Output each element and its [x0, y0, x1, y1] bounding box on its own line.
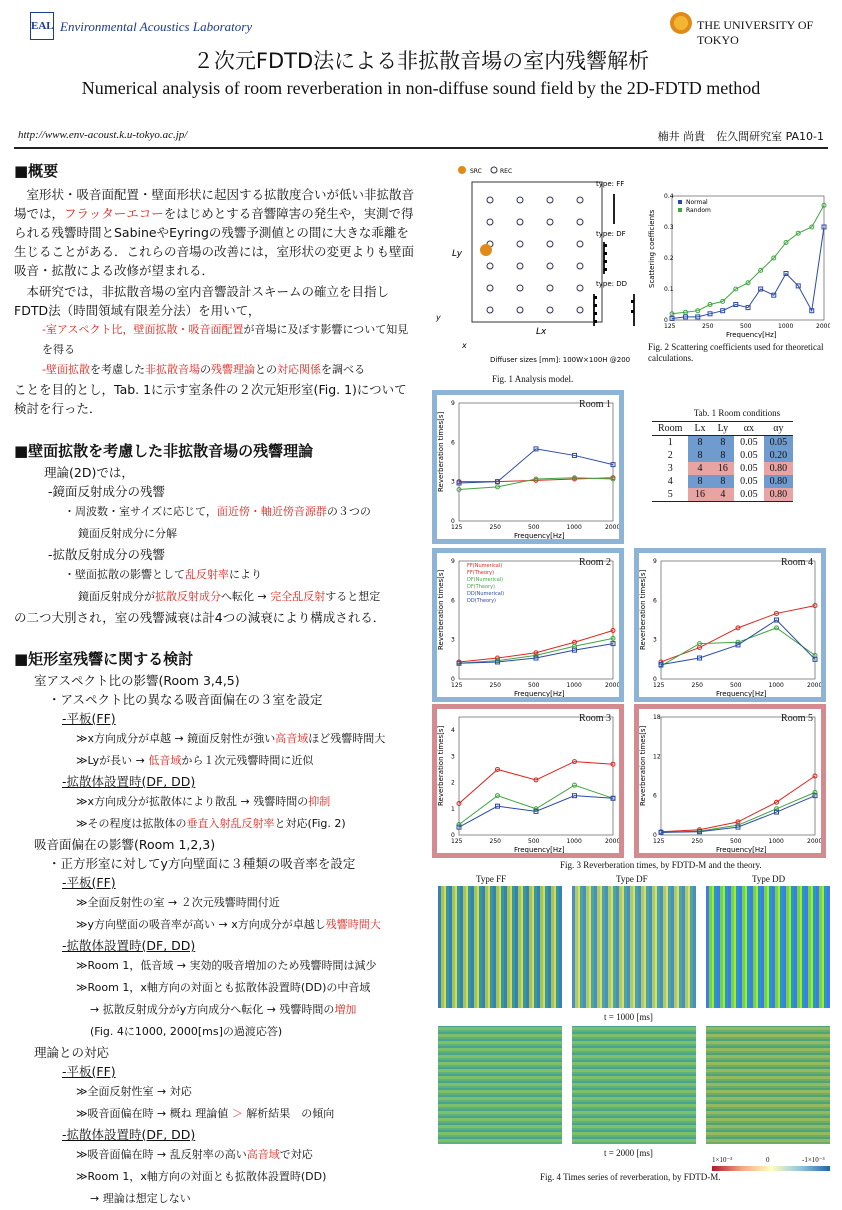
section-heading: ■壁面拡散を考慮した非拡散音場の残響理論: [14, 442, 314, 460]
fig4-time-series: [436, 874, 830, 1186]
colorbar-zero: 0: [766, 1156, 770, 1164]
type-df-wall: [604, 242, 607, 274]
x-tick-label: 2000: [605, 524, 619, 531]
room1-label: Room 1: [579, 399, 611, 410]
room4-chart: [639, 553, 821, 697]
x-tick-label: 250: [489, 682, 501, 689]
x-tick-label: 2000: [807, 838, 821, 845]
section-rectangular-room: [14, 648, 424, 1210]
y-axis-label: Scattering coefficients: [648, 209, 656, 288]
line: (Fig. 4に1000, 2000[ms]の過渡応答): [90, 1025, 283, 1038]
room1-chart: [437, 395, 619, 539]
line: ≫全面反射性の室 → ２次元残響時間付近: [76, 896, 280, 909]
x-tick-label: 2000: [807, 682, 821, 689]
fig3-caption: Fig. 3 Reverberation times, by FDTD-M and the theory.: [560, 860, 762, 870]
x-axis-label: Frequency[Hz]: [716, 690, 767, 697]
y-tick-label: 3: [451, 636, 455, 644]
plot-frame: [459, 403, 613, 521]
x-tick-label: 2000: [605, 838, 619, 845]
y-tick-label: 6: [653, 597, 657, 605]
line: 理論との対応: [34, 1045, 110, 1060]
x-tick-label: 1000: [768, 682, 784, 689]
author: 楠井 尚貴 佐久間研究室 PA10-1: [657, 130, 824, 143]
y-tick-label: 18: [653, 714, 661, 721]
room5-panel: [634, 704, 826, 858]
line: -拡散体設置時(DF, DD): [62, 1127, 196, 1142]
x-tick-label: 500: [730, 838, 742, 845]
x-tick-label: 2000: [605, 682, 619, 689]
line: → 拡散反射成分がy方向成分へ転化 → 残響時間の増加: [90, 1003, 357, 1016]
series-line: [672, 205, 824, 313]
y-tick-label: 6: [451, 439, 455, 447]
legend-label: Normal: [686, 199, 708, 206]
university-name: THE UNIVERSITY OF TOKYO: [697, 18, 814, 47]
line: ・正方形室に対してy方向壁面に３種類の吸音率を設定: [48, 856, 356, 871]
y-tick-label: 9: [653, 558, 657, 565]
y-tick-label: 0: [451, 676, 455, 683]
legend-label: DD(Numerical): [467, 591, 505, 597]
y-tick-label: 9: [451, 400, 455, 407]
line: ≫全面反射性室 → 対応: [76, 1085, 192, 1098]
x-tick-label: 1000: [566, 682, 582, 689]
y-tick-label: 0.2: [664, 255, 674, 262]
field-df-1000: [572, 886, 696, 1008]
title-japanese: ２次元FDTD法による非拡散音場の室内残響解析: [192, 49, 650, 73]
table-row: 3 4 16 0.05 0.80: [652, 462, 793, 475]
room1-panel: [432, 390, 624, 544]
x-tick-label: 250: [489, 524, 501, 531]
y-tick-label: 1: [451, 805, 455, 813]
room3-label: Room 3: [579, 713, 611, 724]
series-line: [459, 796, 613, 827]
x-axis-label: x: [462, 341, 467, 350]
type-df-title: Type DF: [616, 874, 648, 884]
y-tick-label: 3: [451, 753, 455, 761]
x-tick-label: 500: [740, 323, 752, 330]
line: 室アスペクト比の影響(Room 3,4,5): [34, 673, 240, 688]
table1-caption: Tab. 1 Room conditions: [693, 408, 781, 418]
t2000-label: t = 2000 [ms]: [604, 1148, 653, 1158]
x-tick-label: 125: [451, 524, 463, 531]
x-tick-label: 500: [528, 838, 540, 845]
series-line: [661, 792, 815, 832]
x-tick-label: 125: [451, 682, 463, 689]
line: -平板(FF): [62, 875, 116, 890]
line: 鏡面反射成分が拡散反射成分へ転化 → 完全乱反射すると想定: [78, 590, 381, 603]
room5-chart: [639, 709, 821, 853]
y-axis-label: Reverberation times[s]: [437, 411, 445, 492]
x-axis-label: Frequency[Hz]: [726, 331, 777, 338]
line: ≫Room 1，x軸方向の対面とも拡散体設置時(DD): [76, 1170, 327, 1183]
legend-swatch: [678, 200, 682, 204]
legend-label: FF(Numerical): [467, 563, 503, 569]
table-row: 4 8 8 0.05 0.80: [652, 475, 793, 488]
y-tick-label: 0: [451, 832, 455, 839]
rec-legend-icon: [491, 167, 497, 173]
plot-frame: [672, 196, 824, 320]
x-tick-label: 125: [653, 838, 665, 845]
paragraph: ことを目的とし，Tab. 1に示す室条件の２次元矩形室(Fig. 1)について検討を行った．: [14, 382, 407, 416]
y-tick-label: 9: [451, 558, 455, 565]
ly-label: Ly: [452, 249, 463, 259]
type-ff-label: type: FF: [596, 180, 625, 188]
x-tick-label: 2000: [816, 323, 830, 330]
field-ff-2000: [438, 1026, 562, 1144]
x-tick-label: 1000: [566, 838, 582, 845]
x-tick-label: 250: [691, 838, 703, 845]
line: ≫その程度は拡散体の垂直入射乱反射率と対応(Fig. 2): [76, 817, 346, 830]
paragraph: 室形状・吸音面配置・壁面形状に起因する拡散度合いが低い非拡散音場では，フラッターエコーをはじめとする音響障害の発生や，実測で得られる残響時間とSabineやEyringの残響予測値との間に大きな乖離を生じることがある．これらの音場の改善には，室形状の変更よりも壁面吸音・拡散による改修が望まれる．: [14, 187, 415, 278]
y-tick-label: 4: [451, 727, 455, 735]
x-tick-label: 500: [528, 682, 540, 689]
room2-chart: [437, 553, 619, 697]
series-line: [459, 785, 613, 824]
y-tick-label: 0: [653, 676, 657, 683]
line: → 理論は想定しない: [90, 1192, 191, 1205]
type-df-label: type: DF: [596, 230, 626, 238]
x-axis-label: Frequency[Hz]: [716, 846, 767, 853]
field-df-2000: [572, 1026, 696, 1144]
type-dd-title: Type DD: [752, 874, 786, 884]
y-tick-label: 3: [653, 636, 657, 644]
line: -平板(FF): [62, 1064, 116, 1079]
header-divider: [14, 147, 828, 149]
x-tick-label: 125: [451, 838, 463, 845]
x-tick-label: 500: [730, 682, 742, 689]
y-tick-label: 12: [653, 753, 661, 761]
line: -拡散体設置時(DF, DD): [62, 774, 196, 789]
line: ≫Lyが長い → 低音域から１次元残響時間に近似: [76, 754, 314, 767]
field-dd-2000: [706, 1026, 830, 1144]
x-tick-label: 250: [702, 323, 714, 330]
rec-legend-label: REC: [500, 168, 513, 175]
room5-label: Room 5: [781, 713, 813, 724]
fig2-caption: Fig. 2 Scattering coefficients used for theoretical calculations.: [648, 342, 824, 363]
colorbar-min: -1×10⁻³: [802, 1156, 825, 1164]
type-ff-title: Type FF: [476, 874, 507, 884]
room3-chart: [437, 709, 619, 853]
line: ・アスペクト比の異なる吸音面偏在の３室を設定: [48, 692, 323, 707]
line: -平板(FF): [62, 711, 116, 726]
table-row: 5 16 4 0.05 0.80: [652, 488, 793, 502]
lab-logo: EAL: [30, 12, 54, 40]
y-tick-label: 0.4: [664, 193, 674, 200]
y-axis-label: Reverberation times[s]: [437, 725, 445, 806]
y-tick-label: 6: [653, 792, 657, 800]
university-seal-icon: [670, 12, 692, 34]
room3-panel: [432, 704, 624, 858]
line: 吸音面偏在の影響(Room 1,2,3): [34, 837, 216, 852]
line: 鏡面反射成分に分解: [78, 527, 177, 540]
room4-label: Room 4: [781, 557, 813, 568]
section-heading: ■概要: [14, 162, 59, 180]
line: ≫Room 1，x軸方向の対面とも拡散体設置時(DD)の中音域: [76, 981, 371, 994]
src-legend-label: SRC: [470, 168, 482, 175]
x-axis-label: Frequency[Hz]: [514, 846, 565, 853]
series-line: [661, 796, 815, 833]
x-tick-label: 500: [528, 524, 540, 531]
section-theory: [14, 440, 414, 627]
y-tick-label: 0: [451, 518, 455, 525]
plot-frame: [661, 561, 815, 679]
y-axis-label: y: [436, 313, 441, 322]
line: -拡散体設置時(DF, DD): [62, 938, 196, 953]
series-line: [459, 478, 613, 490]
y-tick-label: 0: [653, 832, 657, 839]
y-tick-label: 6: [451, 597, 455, 605]
room-conditions-table: Room Lx Ly αx αy 1 8 8 0.05 0.05 2 8 8 0.05 0.20 3 4 16 0.05 0.80 4 8 8 0.05 0.80 5 16 4 0.05 0.80: [652, 421, 793, 502]
x-tick-label: 250: [691, 682, 703, 689]
legend-swatch: [678, 208, 682, 212]
line: ≫Room 1，低音域 → 実効的吸音増加のため残響時間は減少: [76, 959, 377, 972]
y-tick-label: 3: [451, 478, 455, 486]
legend-label: Random: [686, 207, 711, 214]
scattering-chart: [648, 188, 830, 338]
title-english: Numerical analysis of room reverberation in non-diffuse sound field by the 2D-FDTD method: [81, 78, 761, 98]
y-tick-label: 0.1: [664, 286, 674, 293]
room2-panel: [432, 548, 624, 702]
line: ≫x方向成分が拡散体により散乱 → 残響時間の抑制: [76, 795, 331, 808]
room2-label: Room 2: [579, 557, 611, 568]
y-axis-label: Reverberation times[s]: [437, 569, 445, 650]
field-dd-1000: [706, 886, 830, 1008]
line: -鏡面反射成分の残響: [48, 484, 166, 499]
x-tick-label: 250: [489, 838, 501, 845]
series-line: [672, 227, 824, 318]
line: ≫x方向成分が卓越 → 鏡面反射性が強い高音域ほど残響時間大: [76, 732, 386, 745]
section-overview: [14, 160, 414, 418]
bullet: -壁面拡散を考慮した非拡散音場の残響理論との対応関係を調べる: [42, 363, 365, 376]
x-tick-label: 125: [664, 323, 676, 330]
legend-label: FF(Theory): [467, 570, 495, 576]
line: -拡散反射成分の残響: [48, 547, 166, 562]
table-row: 1 8 8 0.05 0.05: [652, 436, 793, 450]
fig2-scattering: [648, 188, 830, 363]
diffuser-size-note: Diffuser sizes [mm]: 100W×100H @200: [490, 356, 631, 364]
legend-label: DD(Theory): [467, 598, 496, 604]
plot-frame: [661, 717, 815, 835]
y-tick-label: 0: [664, 317, 668, 324]
colorbar-max: 1×10⁻³: [712, 1156, 733, 1164]
y-axis-label: Reverberation times[s]: [639, 569, 647, 650]
legend-label: DF(Numerical): [467, 577, 504, 583]
line: の二つ大別され，室の残響減衰は計4つの減衰により構成される．: [14, 610, 386, 625]
paragraph: 本研究では，非拡散音場の室内音響設計スキームの確立を目指しFDTD法（時間領域有限差分法）を用いて，: [14, 284, 390, 318]
fig4-caption: Fig. 4 Times series of reverberation, by FDTD-M.: [540, 1172, 721, 1182]
bullet: -室アスペクト比，壁面拡散・吸音面配置が音場に及ぼす影響について知見を得る: [42, 323, 409, 356]
line: ≫吸音面偏在時 → 概ね 理論値 ＞ 解析結果 の傾向: [76, 1107, 335, 1120]
x-tick-label: 1000: [566, 524, 582, 531]
section-heading: ■矩形室残響に関する検討: [14, 650, 194, 668]
x-axis-label: Frequency[Hz]: [514, 532, 565, 539]
type-dd-label: type: DD: [596, 280, 628, 288]
source-icon: [480, 244, 492, 256]
x-tick-label: 125: [653, 682, 665, 689]
x-tick-label: 1000: [778, 323, 794, 330]
fig1-analysis-model: [432, 160, 642, 384]
field-ff-1000: [438, 886, 562, 1008]
y-tick-label: 0.3: [664, 224, 674, 231]
fig1-caption: Fig. 1 Analysis model.: [492, 374, 574, 384]
line: ≫y方向壁面の吸音率が高い → x方向成分が卓越し残響時間大: [76, 918, 381, 931]
series-line: [459, 762, 613, 804]
line: ・周波数・室サイズに応じて，面近傍・軸近傍音源群の３つの: [64, 505, 371, 518]
line: ・壁面拡散の影響として乱反射率により: [64, 568, 262, 581]
y-axis-label: Reverberation times[s]: [639, 725, 647, 806]
line: ≫吸音面偏在時 → 乱反射率の高い高音域で対応: [76, 1148, 313, 1161]
room4-panel: [634, 548, 826, 702]
src-legend-icon: [458, 166, 466, 174]
x-axis-label: Frequency[Hz]: [514, 690, 565, 697]
series-line: [661, 606, 815, 662]
lab-url[interactable]: http://www.env-acoust.k.u-tokyo.ac.jp/: [18, 129, 188, 141]
t1000-label: t = 1000 [ms]: [604, 1012, 653, 1022]
line: 理論(2D)では，: [44, 465, 134, 480]
y-tick-label: 2: [451, 779, 455, 787]
colorbar: [712, 1166, 830, 1171]
plot-frame: [459, 717, 613, 835]
analysis-model-diagram: [432, 160, 642, 372]
x-tick-label: 1000: [768, 838, 784, 845]
lab-name: Environmental Acoustics Laboratory: [60, 19, 253, 34]
legend-label: DF(Theory): [467, 584, 496, 590]
table-row: 2 8 8 0.05 0.20: [652, 449, 793, 462]
table1-room-conditions: [652, 408, 822, 502]
lx-label: Lx: [536, 327, 547, 337]
